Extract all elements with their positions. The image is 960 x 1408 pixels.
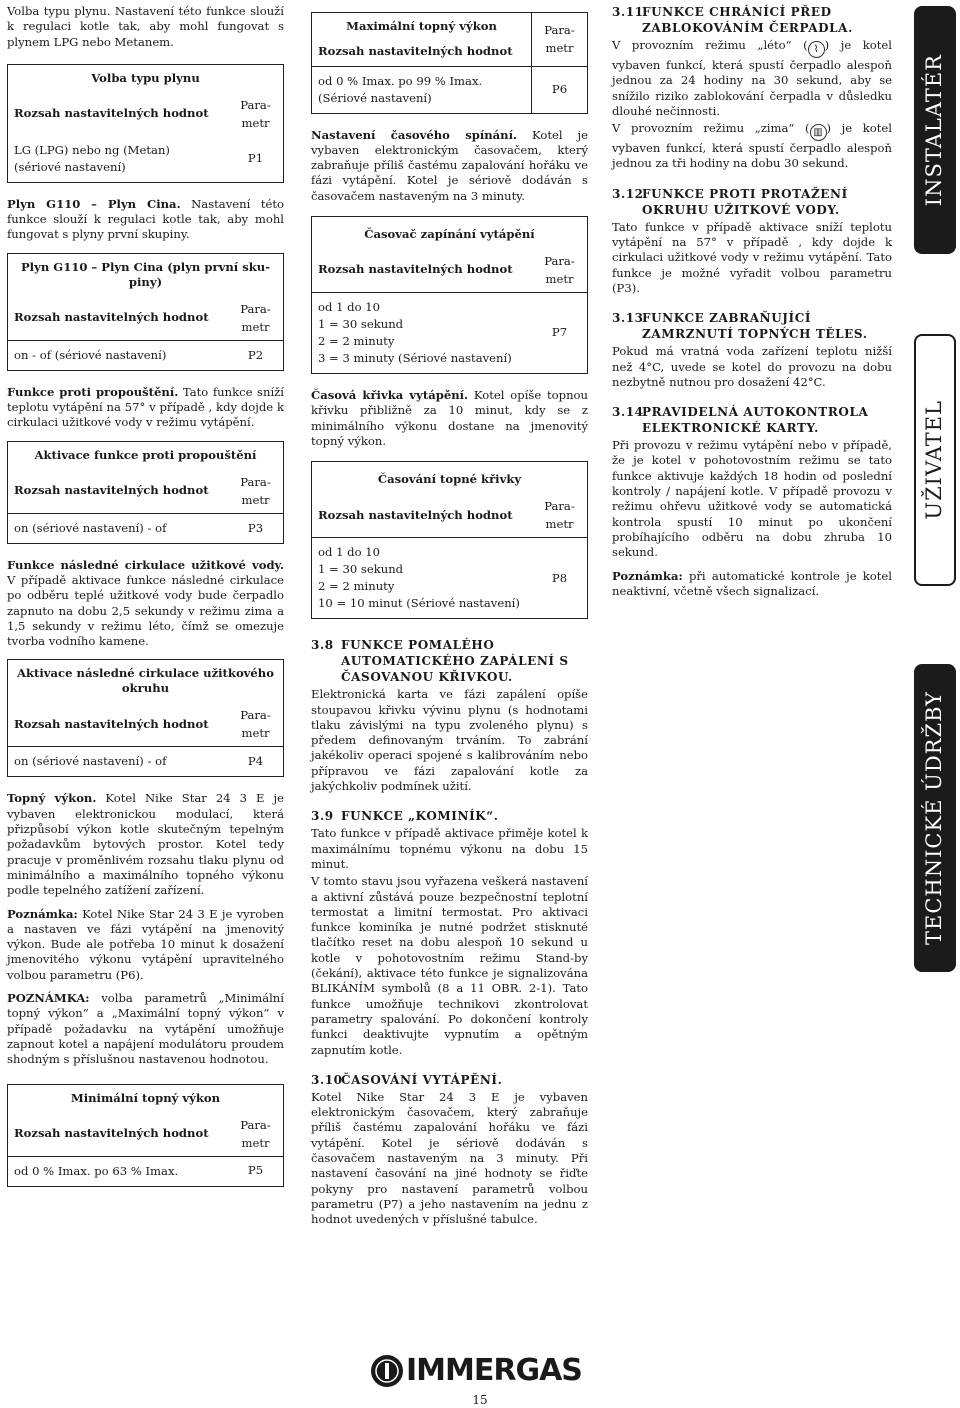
table-row xyxy=(312,292,587,373)
page-number: 15 xyxy=(472,1393,488,1407)
body: Tato funkce sníží teplotu vytápění na 57° v případě , kdy dojde k cirkulaci užitkové vody v režimu vytápění. xyxy=(7,384,284,430)
heading-3-12 xyxy=(612,186,892,218)
lead: Plyn G110 – Plyn Cina. xyxy=(7,196,181,211)
immergas-logo-icon xyxy=(370,1354,404,1388)
table-title: Plyn G110 – Plyn Cina (plyn první sku- piny) xyxy=(20,259,271,289)
param-value: P5 xyxy=(247,1163,264,1178)
table-title: Maximální topný výkon xyxy=(346,19,497,33)
body: Kotel je vybaven elektronickým časovačem, který zabraňuje příliš častému zapalování hořáku ve fázi vytápění. Kotel je sériově dodáván s časovačem nastaveným na 3 minuty. xyxy=(311,127,588,203)
table-p6 xyxy=(311,12,588,114)
param-value: P6 xyxy=(531,67,587,113)
range-header: Rozsah nastavitelných hodnot xyxy=(14,1125,209,1140)
heading-3-14 xyxy=(612,404,892,436)
param-header: Para- metr xyxy=(240,97,271,130)
param-value: P3 xyxy=(247,520,264,535)
column-2 xyxy=(311,4,588,1235)
paragraph-note xyxy=(7,907,284,983)
paragraph-3-14: Při provozu v režimu vytápění nebo v případě, že je kotel v pohotovostním režimu se tato funkce aktivuje každých 18 hodin od poslední kontroly / napájení kotle. V případě provozu v režimu ohřevu užitkové vody se automatická kontrola spustí 10 minut po ukončení probíhajícího odběru na dobu zhruba 10 sekund. xyxy=(612,438,892,560)
lead: Poznámka: xyxy=(7,906,78,921)
tab-label: INSTALATÉR xyxy=(922,53,947,207)
table-p8 xyxy=(311,461,588,619)
table-p7 xyxy=(311,216,588,374)
param-header: Para- metr xyxy=(544,254,575,287)
param-header: Para- metr xyxy=(240,708,271,741)
body: V případě aktivace funkce následné cirkulace po odběru teplé užitkové vody bude čerpadlo zapnuto na dobu 2,5 sekundy v režimu zima a 1,5 sekundy v režimu léto, čímž se omezuje tvorba vodního kamene. xyxy=(7,572,284,649)
table-header xyxy=(312,493,587,537)
table-row xyxy=(312,66,587,113)
table-header xyxy=(8,1112,283,1156)
text: ) je kotel vybaven funkcí, která spustí čerpadlo alespoň jednou za 24 hodiny na 30 sekund, aby se snížilo riziko zablokování čerpadla v důsledku dlouhé nečinnosti. xyxy=(612,38,892,118)
paragraph-timer xyxy=(311,128,588,204)
lead: Časová křivka vytápění. xyxy=(311,388,469,403)
param-value: P4 xyxy=(247,754,264,769)
paragraph-3-11b xyxy=(612,121,892,172)
section-number: 3.9 xyxy=(311,809,334,824)
section-number: 3.12 xyxy=(612,186,644,201)
paragraph-note xyxy=(612,569,892,600)
param-header: Para- metr xyxy=(544,499,575,532)
text: V provozním režimu „zima“ ( xyxy=(612,121,810,136)
table-header xyxy=(8,702,283,746)
section-title: FUNKCE POMALÉHO AUTOMATICKÉHO ZAPÁLENÍ S ČASOVANOU KŘIVKOU. xyxy=(341,638,569,685)
tab-uzivatel[interactable] xyxy=(914,334,956,586)
gas-type-text: Volba typu plynu. Nastavení této funkce slouží k regulaci kotle tak, aby mohl fungovat s plynem LPG nebo Metanem. xyxy=(7,4,284,49)
paragraph-gas-type xyxy=(7,4,284,50)
body: při automatické kontrole je kotel neaktivní, včetně všech signalizací. xyxy=(612,568,892,598)
section-title: FUNKCE CHRÁNÍCÍ PŘED ZABLOKOVÁNÍM ČERPADLA. xyxy=(642,5,853,35)
tab-technicke-udrzby[interactable] xyxy=(914,664,956,972)
table-title: Časování topné křivky xyxy=(377,472,522,487)
section-number: 3.13 xyxy=(612,311,644,326)
heading-3-13 xyxy=(612,310,892,342)
body: Kotel opíše topnou křivku přibližně za 10 minut, kdy se z minimálního výkonu dostane na jmenovitý topný výkon. xyxy=(311,388,589,448)
heading-3-11 xyxy=(612,4,892,36)
paragraph-3-9b: V tomto stavu jsou vyřazena veškerá nastavení a aktivní zůstává pouze bezpečnostní teplotní termostat a limitní termostat. Pro aktivaci funkce kominíka je nutné podržet stisknuté tlačítko reset na dobu alespoň 10 sekund u kotle v pohotovostním režimu Stand-by (čekání), aktivace této funkce je signalizována BLIKÁNÍM symbolů (8 a 11 OBR. 2-1). Tato funkce umožňuje technikovi zkontrolovat parametry spalování. Po dokončení kontroly funkci deaktivujte vypnutím a opětným zapnutím kotle. xyxy=(311,874,588,1057)
section-title: PRAVIDELNÁ AUTOKONTROLA ELEKTRONICKÉ KARTY. xyxy=(642,405,869,436)
table-header xyxy=(312,13,587,66)
lead: Funkce proti propouštění. xyxy=(7,384,179,399)
range-header: Rozsah nastavitelných hodnot xyxy=(318,262,513,277)
section-number: 3.14 xyxy=(612,405,644,420)
table-row xyxy=(8,513,283,543)
param-header: Para- metr xyxy=(531,13,587,66)
table-header xyxy=(8,469,283,513)
range-value: od 1 do 10 1 = 30 sekund 2 = 2 minuty 10 = 10 minut (Sériové nastavení) xyxy=(318,545,520,611)
range-value: LG (LPG) nebo ng (Metan) (sériové nastavení) xyxy=(14,142,170,174)
param-value: P7 xyxy=(551,325,568,340)
table-row xyxy=(8,340,283,370)
paragraph-heating-power xyxy=(7,791,284,898)
table-p2 xyxy=(7,253,284,371)
table-title: Aktivace následné cirkulace užitkového okruhu xyxy=(17,666,274,696)
body: Kotel Nike Star 24 3 E je vybaven elektronickou modulací, která přizpůsobí výkon kotle skutečným tepelným požadavkům bytových prostor. Kotel tedy pracuje v proměnlivém rozsahu tlaku plynu od minimálního a maximálního topného výkonu podle tepelného zatížení zařízení. xyxy=(7,791,284,898)
range-header: Rozsah nastavitelných hodnot xyxy=(14,716,209,731)
paragraph-curve xyxy=(311,388,588,449)
table-title: Časovač zapínání vytápění xyxy=(364,227,535,242)
table-title: Volba typu plynu xyxy=(91,70,200,85)
heading-3-8 xyxy=(311,637,588,685)
lead: Funkce následné cirkulace užitkové vody. xyxy=(7,557,284,572)
paragraph-note-2 xyxy=(7,991,284,1067)
range-header-text: Rozsah nastavitelných hodnot xyxy=(318,44,513,59)
section-title: ČASOVÁNÍ VYTÁPĚNÍ. xyxy=(341,1072,503,1087)
text: ) je kotel vybaven funkcí, která spustí čerpadlo alespoň jednou za tři hodiny na dobu 30 sekund. xyxy=(612,121,892,171)
table-p4 xyxy=(7,659,284,777)
heading-3-10 xyxy=(311,1072,588,1088)
range-header: Rozsah nastavitelných hodnot xyxy=(14,106,209,121)
param-value: P2 xyxy=(247,347,264,362)
range-value: od 0 % Imax. po 99 % Imax. (Sériové nastavení) xyxy=(318,73,483,105)
table-row xyxy=(312,537,587,618)
range-value: od 1 do 10 1 = 30 sekund 2 = 2 minuty 3 = 3 minuty (Sériové nastavení) xyxy=(318,300,512,366)
section-title: FUNKCE ZABRAŇUJÍCÍ ZAMRZNUTÍ TOPNÝCH TĚLES. xyxy=(642,311,868,342)
text: V provozním režimu „léto“ ( xyxy=(612,38,808,52)
paragraph-3-10: Kotel Nike Star 24 3 E je vybaven elektronickým časovačem, který zabraňuje příliš častému zapalování hořáku ve fázi vytápění. Kotel je sériově dodáván s časovačem nastaveným na 3 minuty. Při nastavení časování na jiné hodnoty se řiďte pokyny pro nastavení parametrů volbou parametru (P7) a jeho nastavením na jednu z hodnot uvedených v příslušné tabulce. xyxy=(311,1089,588,1227)
table-row xyxy=(8,746,283,776)
table-p5 xyxy=(7,1084,284,1187)
range-value: on - of (sériové nastavení) xyxy=(14,347,167,362)
paragraph-3-9a: Tato funkce v případě aktivace přiměje kotel k maximálnímu topnému výkonu na dobu 15 minut. xyxy=(311,826,588,871)
paragraph-3-8: Elektronická karta ve fázi zapálení opíše stoupavou křivku vývinu plynu (s hodnotami tlaku závislými na typu zvoleného plynu) s předem definovaným trváním. To zabrání jakékoliv operaci spojené s kalibrováním nebo přípravou ve fázi zapalování kotle za jakýchkoliv podmínek užití. xyxy=(311,687,588,794)
winter-radiator-icon: ▥ xyxy=(810,124,827,141)
body: Nastavení této funkce slouží k regulaci kotle tak, aby mohl fungovat s plyny první skupiny. xyxy=(7,196,284,242)
tab-instalater[interactable] xyxy=(914,6,956,254)
body: Kotel Nike Star 24 3 E je vyroben a nastaven ve fázi vytápění na jmenovitý výkon. Bude ale potřeba 10 minut k dosažení jmenovitého výkonu vytápění upravitelného volbou parametru (P6). xyxy=(7,906,284,982)
column-1 xyxy=(7,4,284,1201)
param-header: Para- metr xyxy=(240,474,271,507)
range-value: od 0 % Imax. po 63 % Imax. xyxy=(14,1163,179,1178)
table-header xyxy=(8,92,283,136)
lead: POZNÁMKA: xyxy=(7,991,90,1006)
paragraph-circulation xyxy=(7,558,284,650)
paragraph-3-11a xyxy=(612,38,892,119)
paragraph-3-12: Tato funkce v případě aktivace sníží teplotu vytápění na 57° v případě , kdy dojde k cirkulaci užitkové vody v režimu vytápění. Tato funkce je možné vyřadit volbou parametru (P3). xyxy=(612,219,892,295)
paragraph-3-13: Pokud má vratná voda zařízení teplotu nižší než 4°C, uvede se kotel do provozu na dobu nezbytně nutnou pro dosažení 42°C. xyxy=(612,344,892,389)
paragraph-g110 xyxy=(7,197,284,243)
lead: Poznámka: xyxy=(612,568,683,583)
column-3 xyxy=(612,4,892,607)
lead: Topný výkon. xyxy=(7,791,97,806)
section-title: FUNKCE „KOMINÍK“. xyxy=(341,809,499,824)
range-header: Rozsah nastavitelných hodnot xyxy=(14,483,209,498)
table-p1 xyxy=(7,64,284,183)
table-p3 xyxy=(7,441,284,544)
table-header xyxy=(312,248,587,292)
tab-label: TECHNICKÉ ÚDRŽBY xyxy=(922,690,947,945)
table-title: Aktivace funkce proti propouštění xyxy=(34,447,257,462)
brand-name: IMMERGAS xyxy=(406,1353,582,1389)
section-number: 3.8 xyxy=(311,638,334,653)
table-row xyxy=(8,136,283,182)
paragraph-anti-leak xyxy=(7,385,284,431)
section-number: 3.11 xyxy=(612,5,644,19)
param-value: P8 xyxy=(551,570,568,585)
param-value: P1 xyxy=(247,151,264,166)
section-number: 3.10 xyxy=(311,1072,343,1087)
section-title: FUNKCE PROTI PROTAŽENÍ OKRUHU UŽITKOVÉ VODY. xyxy=(642,186,848,217)
summer-tap-icon: ⌇ xyxy=(808,41,825,58)
range-header xyxy=(312,13,531,66)
range-header: Rozsah nastavitelných hodnot xyxy=(318,507,513,522)
lead: Nastavení časového spínání. xyxy=(311,127,518,142)
table-title: Minimální topný výkon xyxy=(70,1090,221,1105)
immergas-logo xyxy=(370,1354,582,1388)
table-header xyxy=(8,296,283,340)
body: volba parametrů „Minimální topný výkon“ a „Maximální topný výkon“ v případě požadavku na vytápění umožňuje zapnout kotel a napájení modulátoru proudem shodným s příslušnou nastavenou hodnotou. xyxy=(7,991,284,1067)
heading-3-9 xyxy=(311,808,588,824)
table-row xyxy=(8,1156,283,1186)
param-header: Para- metr xyxy=(240,301,271,334)
range-header: Rozsah nastavitelných hodnot xyxy=(14,310,209,325)
tab-label: UŽIVATEL xyxy=(922,400,947,520)
range-value: on (sériové nastavení) - of xyxy=(14,520,167,535)
range-value: on (sériové nastavení) - of xyxy=(14,754,167,769)
param-header: Para- metr xyxy=(240,1117,271,1150)
